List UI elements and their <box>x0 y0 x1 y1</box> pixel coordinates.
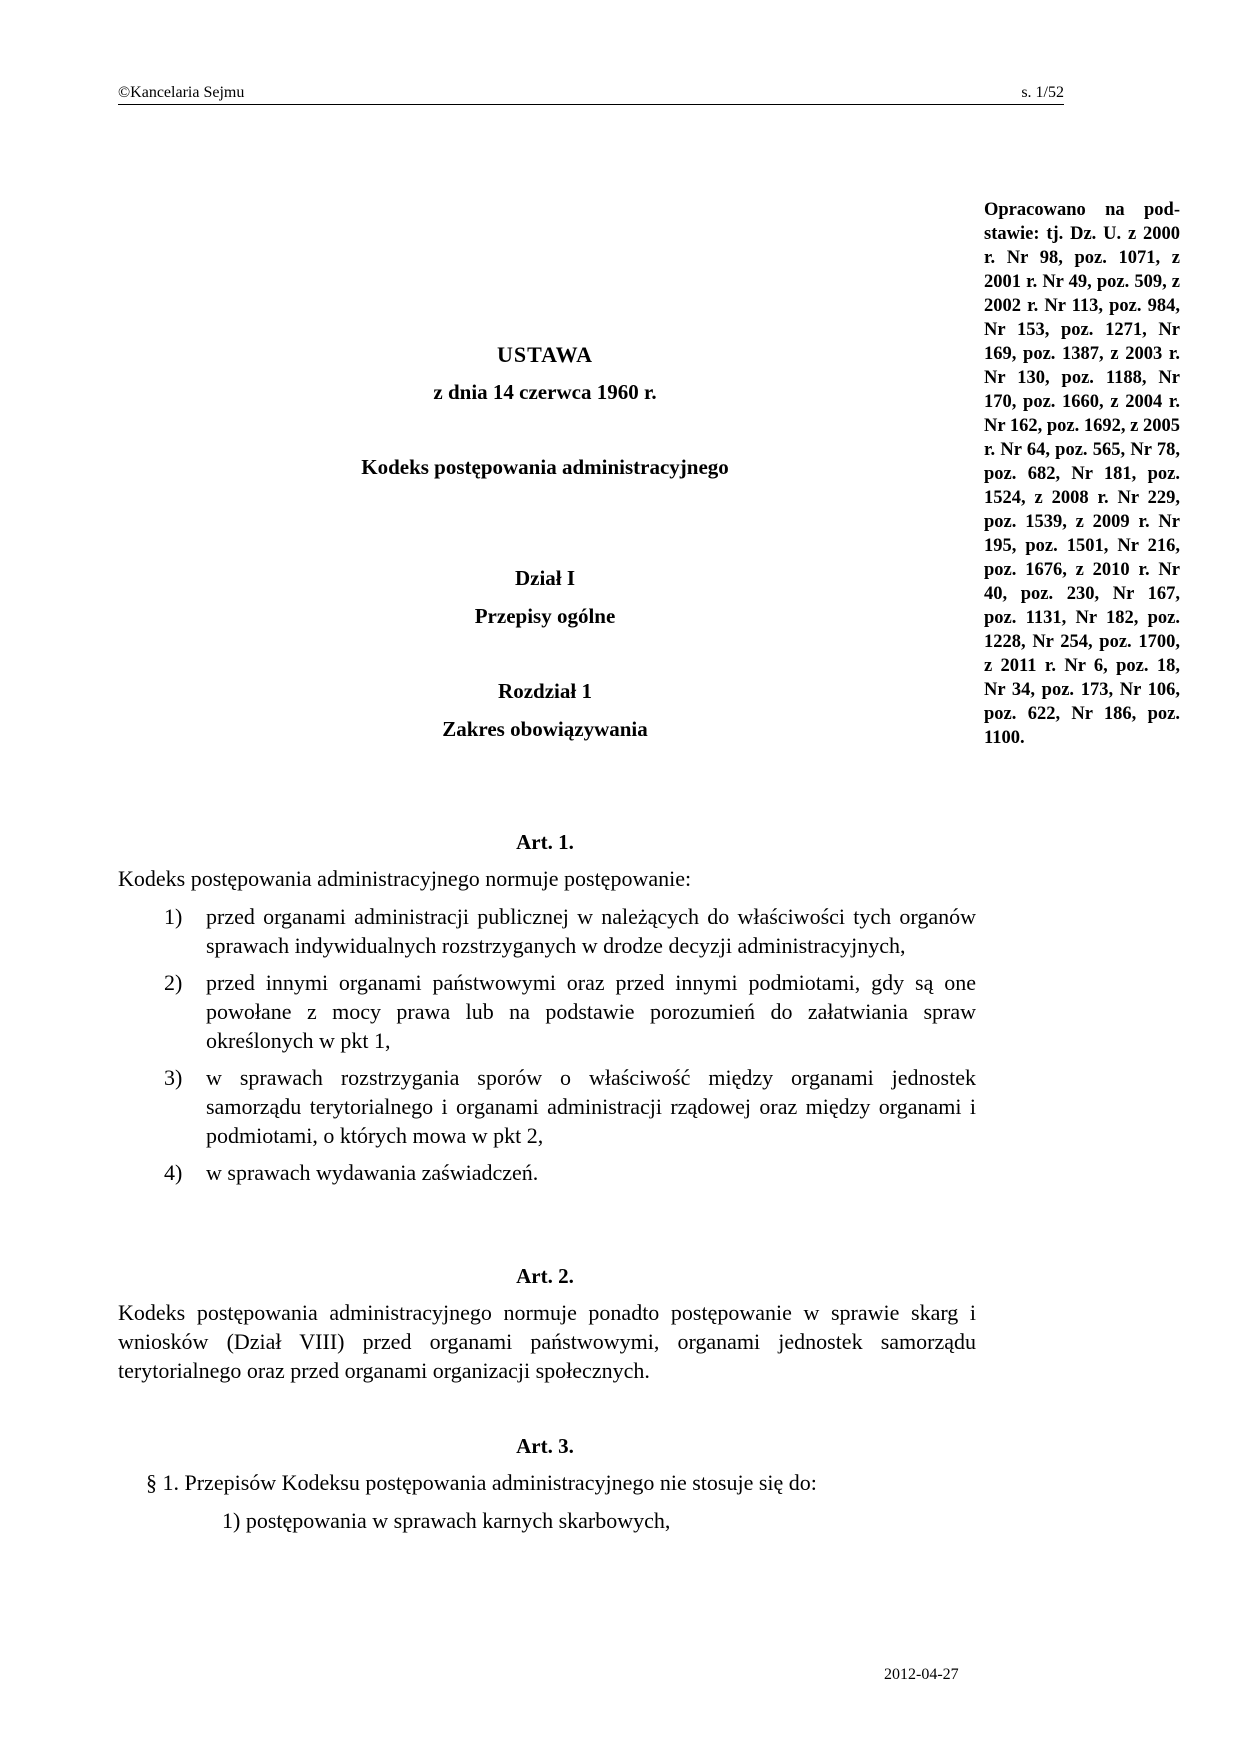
publisher-label: ©Kancelaria Sejmu <box>118 84 245 101</box>
item-text: przed organami administracji publicznej w należących do właściwości tych organów sprawach indywidualnych rozstrzyganych w drodze decyzji administracyjnych, <box>206 904 976 958</box>
page-number: s. 1/52 <box>1021 84 1064 101</box>
art1-list <box>164 902 976 1195</box>
art3-item: 1) postępowania w sprawach karnych skarbowych, <box>222 1508 671 1533</box>
art1-heading: Art. 1. <box>516 830 574 854</box>
act-type: USTAWA <box>496 342 594 367</box>
document-date: 2012-04-27 <box>884 1666 959 1683</box>
page-header <box>118 84 1064 105</box>
item-number: 3) <box>164 1065 183 1090</box>
art2-text: Kodeks postępowania administracyjnego normuje ponadto postępowanie w sprawie skarg i wniosków (Dział VIII) przed organami państwowymi, organami jednostek samorządu terytorialnego oraz przed organami organizacji społecznych. <box>118 1300 976 1383</box>
source-note: Opracowano na podstawie: tj. Dz. U. z 2000 r. Nr 98, poz. 1071, z 2001 r. Nr 49, poz. 509, z 2002 r. Nr 113, poz. 984, Nr 153, poz. 1271, Nr 169, poz. 1387, z 2003 r. Nr 130, poz. 1188, Nr 170, poz. 1660, z 2004 r. Nr 162, poz. 1692, z 2005 r. Nr 64, poz. 565, Nr 78, poz. 682, Nr 181, poz. 1524, z 2008 r. Nr 229, poz. 1539, z 2009 r. Nr 195, poz. 1501, Nr 216, poz. 1676, z 2010 r. Nr 40, poz. 230, Nr 167, poz. 1131, Nr 182, poz. 1228, Nr 254, poz. 1700, z 2011 r. Nr 6, poz. 18, Nr 34, poz. 173, Nr 106, poz. 622, Nr 186, poz. 1100. <box>984 200 1180 748</box>
chapter-name: Zakres obowiązywania <box>442 717 648 741</box>
division-number: Dział I <box>514 566 576 590</box>
item-number: 4) <box>164 1160 183 1185</box>
list-item <box>164 968 976 1055</box>
division-name: Przepisy ogólne <box>474 604 616 628</box>
list-item <box>164 902 976 960</box>
art3-paragraph: § 1. Przepisów Kodeksu postępowania administracyjnego nie stosuje się do: <box>146 1470 817 1495</box>
act-date: z dnia 14 czerwca 1960 r. <box>433 380 657 404</box>
list-item <box>164 1063 976 1150</box>
act-name: Kodeks postępowania administracyjnego <box>361 455 729 479</box>
item-text: przed innymi organami państwowymi oraz przed innymi podmiotami, gdy są one powołane z mocy prawa lub na podstawie porozumień do załatwiania spraw określonych w pkt 1, <box>206 970 976 1053</box>
chapter-number: Rozdział 1 <box>498 679 592 703</box>
item-text: w sprawach wydawania zaświadczeń. <box>206 1160 539 1185</box>
list-item <box>164 1158 976 1187</box>
item-number: 2) <box>164 970 183 995</box>
item-text: w sprawach rozstrzygania sporów o właściwość między organami jednostek samorządu terytorialnego i organami administracji rządowej oraz między organami i podmiotami, o których mowa w pkt 2, <box>206 1065 976 1148</box>
art3-heading: Art. 3. <box>516 1434 574 1458</box>
art2-heading: Art. 2. <box>516 1264 574 1288</box>
art1-intro: Kodeks postępowania administracyjnego normuje postępowanie: <box>118 866 692 891</box>
item-number: 1) <box>164 904 183 929</box>
